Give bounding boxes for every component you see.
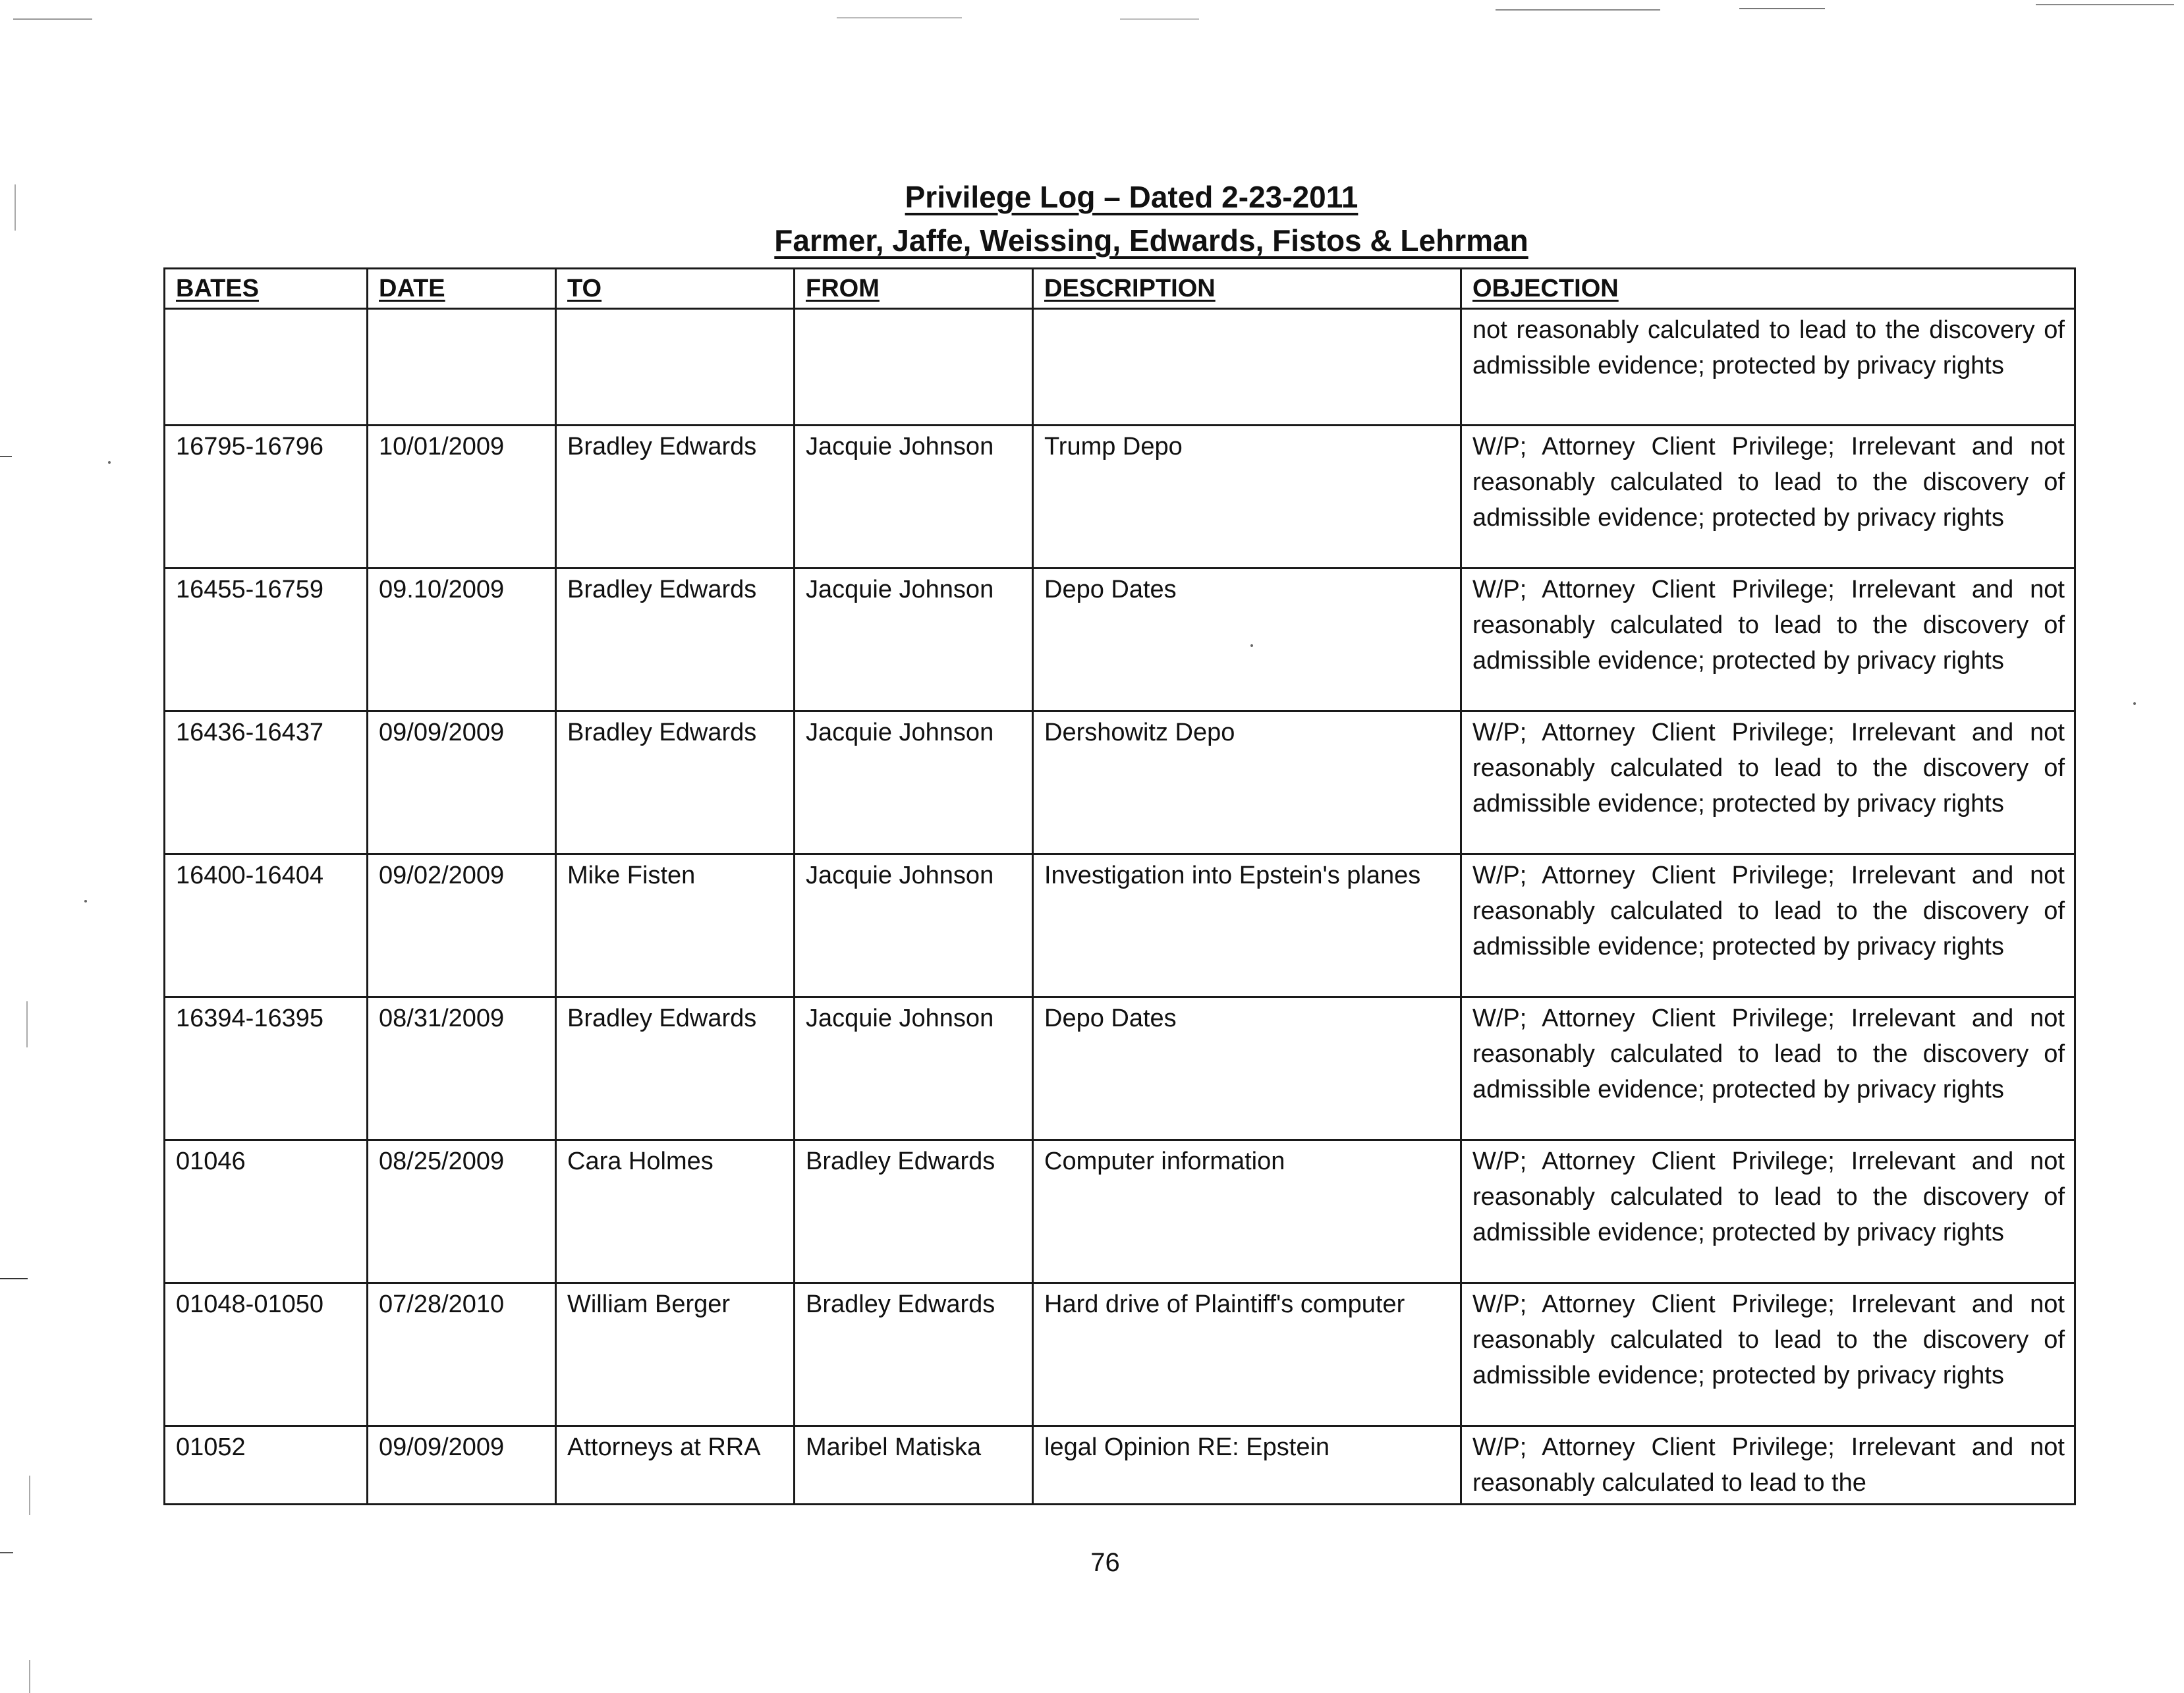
cell-description: Dershowitz Depo <box>1033 711 1461 854</box>
cell-to: Bradley Edwards <box>556 426 795 569</box>
scan-artifact-top <box>837 17 962 18</box>
cell-from: Jacquie Johnson <box>795 997 1033 1140</box>
scan-artifact-left <box>29 1476 30 1515</box>
table-row <box>165 997 2075 1140</box>
scan-artifact-top <box>1739 8 1825 9</box>
document-title: Privilege Log – Dated 2-23-2011 <box>905 180 1358 214</box>
column-header-from: FROM <box>795 269 1033 309</box>
cell-date: 09/09/2009 <box>368 1426 556 1505</box>
cell-bates: 16394-16395 <box>165 997 368 1140</box>
scan-artifact-top <box>13 18 92 20</box>
cell-objection: W/P; Attorney Client Privilege; Irrelevant and not reasonably calculated to lead to the discovery of admissible evidence; protected by privacy rights <box>1461 711 2075 854</box>
column-header-to: TO <box>556 269 795 309</box>
cell-objection: W/P; Attorney Client Privilege; Irrelevant and not reasonably calculated to lead to the discovery of admissible evidence; protected by privacy rights <box>1461 426 2075 569</box>
cell-from: Jacquie Johnson <box>795 711 1033 854</box>
table-row <box>165 854 2075 997</box>
scan-artifact-top <box>1120 18 1199 20</box>
scan-artifact-left <box>0 1278 28 1279</box>
cell-to: William Berger <box>556 1283 795 1426</box>
cell-bates: 01048-01050 <box>165 1283 368 1426</box>
cell-objection: W/P; Attorney Client Privilege; Irrelevant and not reasonably calculated to lead to the discovery of admissible evidence; protected by privacy rights <box>1461 997 2075 1140</box>
table-row <box>165 426 2075 569</box>
scan-speck <box>84 900 87 902</box>
table-row <box>165 1426 2075 1505</box>
cell-to: Cara Holmes <box>556 1140 795 1283</box>
column-header-bates: BATES <box>165 269 368 309</box>
cell-date: 08/31/2009 <box>368 997 556 1140</box>
cell-objection: W/P; Attorney Client Privilege; Irrelevant and not reasonably calculated to lead to the discovery of admissible evidence; protected by privacy rights <box>1461 854 2075 997</box>
cell-objection: W/P; Attorney Client Privilege; Irrelevant and not reasonably calculated to lead to the discovery of admissible evidence; protected by privacy rights <box>1461 1283 2075 1426</box>
cell-to <box>556 309 795 426</box>
cell-bates <box>165 309 368 426</box>
cell-date: 09/02/2009 <box>368 854 556 997</box>
scan-artifact-top <box>1496 9 1660 11</box>
table-row <box>165 711 2075 854</box>
cell-date: 09/09/2009 <box>368 711 556 854</box>
cell-bates: 01046 <box>165 1140 368 1283</box>
cell-objection: W/P; Attorney Client Privilege; Irrelevant and not reasonably calculated to lead to the discovery of admissible evidence; protected by privacy rights <box>1461 569 2075 711</box>
cell-from: Bradley Edwards <box>795 1283 1033 1426</box>
scan-artifact-left <box>29 1660 30 1693</box>
privilege-log-table <box>163 267 2076 1505</box>
cell-description: Depo Dates <box>1033 997 1461 1140</box>
cell-bates: 16455-16759 <box>165 569 368 711</box>
cell-date: 09.10/2009 <box>368 569 556 711</box>
scan-speck <box>2133 702 2136 705</box>
cell-from <box>795 309 1033 426</box>
cell-date: 10/01/2009 <box>368 426 556 569</box>
column-header-date: DATE <box>368 269 556 309</box>
table-header-row <box>165 269 2075 309</box>
cell-to: Mike Fisten <box>556 854 795 997</box>
cell-bates: 16400-16404 <box>165 854 368 997</box>
scan-artifact-left <box>26 1001 28 1047</box>
cell-date <box>368 309 556 426</box>
scan-speck <box>108 461 111 464</box>
cell-description: Investigation into Epstein's planes <box>1033 854 1461 997</box>
cell-description: Computer information <box>1033 1140 1461 1283</box>
column-header-objection: OBJECTION <box>1461 269 2075 309</box>
cell-description: Trump Depo <box>1033 426 1461 569</box>
cell-to: Bradley Edwards <box>556 997 795 1140</box>
cell-from: Bradley Edwards <box>795 1140 1033 1283</box>
column-header-description: DESCRIPTION <box>1033 269 1461 309</box>
cell-description: legal Opinion RE: Epstein <box>1033 1426 1461 1505</box>
table-row-continued <box>165 309 2075 426</box>
scan-artifact-top <box>2036 4 2174 5</box>
cell-to: Attorneys at RRA <box>556 1426 795 1505</box>
cell-from: Jacquie Johnson <box>795 569 1033 711</box>
cell-description: Hard drive of Plaintiff's computer <box>1033 1283 1461 1426</box>
cell-bates: 01052 <box>165 1426 368 1505</box>
cell-objection: W/P; Attorney Client Privilege; Irrelevant and not reasonably calculated to lead to the discovery of admissible evidence; protected by privacy rights <box>1461 1140 2075 1283</box>
table-row <box>165 1140 2075 1283</box>
table-row <box>165 569 2075 711</box>
cell-from: Jacquie Johnson <box>795 854 1033 997</box>
scan-artifact-left <box>0 456 12 457</box>
cell-to: Bradley Edwards <box>556 711 795 854</box>
cell-objection: W/P; Attorney Client Privilege; Irrelevant and not reasonably calculated to lead to the <box>1461 1426 2075 1505</box>
document-subtitle: Farmer, Jaffe, Weissing, Edwards, Fistos & Lehrman <box>774 223 1528 258</box>
cell-from: Maribel Matiska <box>795 1426 1033 1505</box>
cell-to: Bradley Edwards <box>556 569 795 711</box>
cell-date: 07/28/2010 <box>368 1283 556 1426</box>
page-number: 76 <box>1090 1548 1120 1577</box>
table-row <box>165 1283 2075 1426</box>
cell-description <box>1033 309 1461 426</box>
cell-description: Depo Dates <box>1033 569 1461 711</box>
cell-objection: not reasonably calculated to lead to the discovery of admissible evidence; protected by privacy rights <box>1461 309 2075 426</box>
cell-bates: 16795-16796 <box>165 426 368 569</box>
cell-bates: 16436-16437 <box>165 711 368 854</box>
cell-date: 08/25/2009 <box>368 1140 556 1283</box>
cell-from: Jacquie Johnson <box>795 426 1033 569</box>
